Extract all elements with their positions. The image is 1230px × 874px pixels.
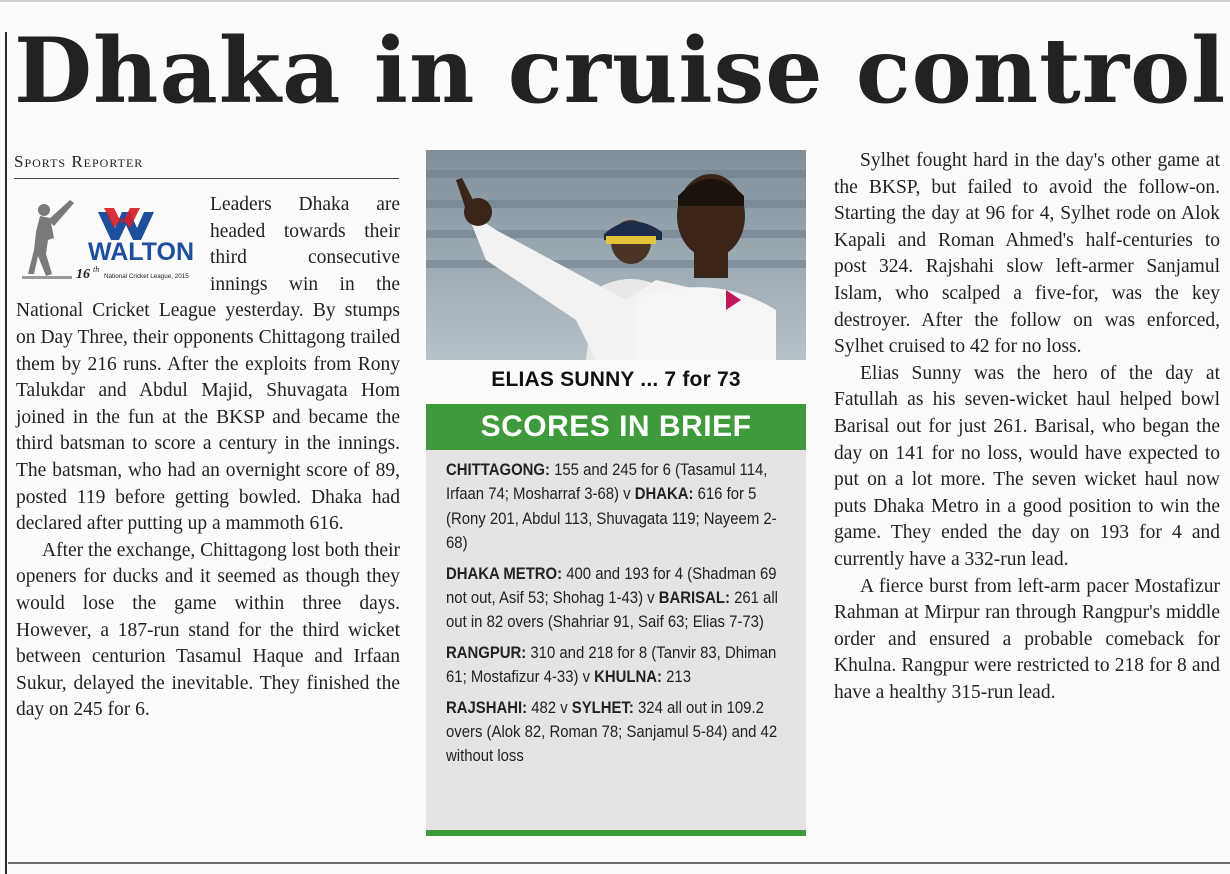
headline: Dhaka in cruise control: [14, 18, 1227, 124]
event-name: National Cricket League, 2015: [104, 273, 189, 280]
walton-wordmark: WALTON: [88, 238, 193, 266]
player-photo: [426, 150, 806, 360]
scores-body: [426, 450, 806, 769]
column-3-paragraph: Sylhet fought hard in the day's other game at the BKSP, but failed to avoid the follow-on. Starting the day at 96 for 4, Sylhet rode on Alok Kapali and Roman Ahmed's half-centuries to post 324. Rajshahi slow left-armer Sanjamul Islam, who scalped a five-for, was the key destroyer. After the follow on was enforced, Sylhet cruised to 42 for no loss.: [834, 150, 1220, 358]
team-name: SYLHET:: [571, 698, 634, 717]
team-name: DHAKA:: [634, 485, 694, 504]
score-item: [446, 696, 786, 769]
team-name: RAJSHAHI:: [446, 698, 528, 717]
scores-title: SCORES IN BRIEF: [426, 404, 806, 450]
team-name: RANGPUR:: [446, 643, 527, 662]
column-3: [834, 148, 1220, 706]
walton-ncl-logo: [18, 194, 193, 284]
left-column-rule: [5, 32, 7, 874]
column-1-paragraph: Leaders Dhaka are headed towards their third consecutive innings win in the National Cricket League yesterday. By stumps on Day Three, their opponents Chittagong trailed them by 216 runs. After the exploits from Rony Talukdar and Abdul Majid, Shuvagata Hom joined in the fun at the BKSP and became the third batsman to score a century in the innings. The batsman, who had an overnight score of 89, posted 119 before getting bowled. Dhaka had declared after putting up a mammoth 616.: [16, 194, 400, 535]
batsman-icon: [22, 200, 74, 279]
top-rule: [0, 0, 1230, 2]
score-detail: 400 and 193 for 4 (Shadman 69 not out, Asif 53; Shohag 1-43) v: [446, 564, 777, 608]
score-item: [446, 562, 786, 635]
team-name: DHAKA METRO:: [446, 564, 563, 583]
byline: Sports Reporter: [14, 152, 399, 179]
score-detail: 213: [661, 668, 691, 687]
team-name: BARISAL:: [658, 589, 730, 608]
team-name: CHITTAGONG:: [446, 461, 550, 479]
column-3-paragraph: Elias Sunny was the hero of the day at Fatullah as his seven-wicket haul helped bowl Barisal out for just 261. Barisal, who began the day on 141 for no loss, would have expected to put on a lot more. The seven wicket haul now puts Dhaka Metro in a good position to win the game. They ended the day on 193 for 4 and currently have a 332-run lead.: [834, 362, 1220, 570]
score-item: [446, 458, 786, 556]
score-detail: 261 all out in 82 overs (Shahriar 91, Saif 63; Elias 7-73): [446, 589, 778, 632]
score-detail: 616 for 5 (Rony 201, Abdul 113, Shuvagata 119; Nayeem 2-68): [446, 485, 777, 553]
score-item: [446, 641, 786, 690]
column-1-paragraph: After the exchange, Chittagong lost both their openers for ducks and it seemed as though they would lose the game within three days. However, a 187-run stand for the third wicket between centurion Tasamul Haque and Irfaan Sukur, delayed the inevitable. They finished the day on 245 for 6.: [16, 539, 400, 721]
walton-w-icon: [98, 208, 154, 240]
edition-number: 16: [76, 267, 90, 282]
score-detail: 324 all out in 109.2 overs (Alok 82, Roman 78; Sanjamul 5-84) and 42 without loss: [446, 698, 778, 766]
score-detail: 482 v: [527, 698, 572, 717]
team-name: KHULNA:: [594, 668, 662, 687]
score-detail: 310 and 218 for 8 (Tanvir 83, Dhiman 61; Mostafizur 4-33) v: [446, 643, 777, 687]
score-detail: 155 and 245 for 6 (Tasamul 114, Irfaan 74; Mosharraf 3-68) v: [446, 461, 768, 504]
scores-in-brief-box: [426, 404, 806, 836]
bottom-rule: [8, 862, 1230, 864]
edition-suffix: th: [93, 265, 100, 274]
photo-caption: ELIAS SUNNY ... 7 for 73: [491, 368, 741, 391]
column-3-paragraph: A fierce burst from left-arm pacer Mostafizur Rahman at Mirpur ran through Rangpur's middle order and ensured a probable comeback for Khulna. Rangpur were restricted to 218 for 8 and have a healthy 315-run lead.: [834, 575, 1220, 703]
